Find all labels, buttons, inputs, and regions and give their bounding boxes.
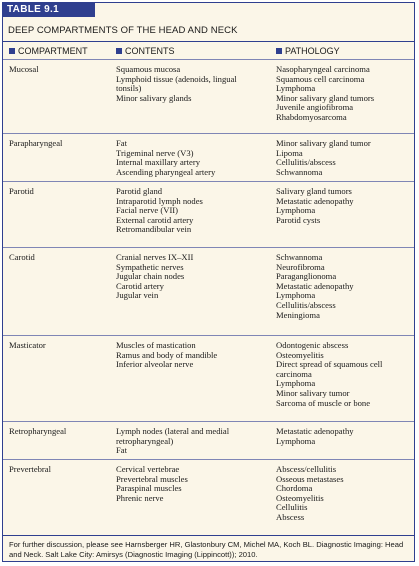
pathology-cell: Minor salivary gland tumor Lipoma Cellulitis/abscess Schwannoma [276,138,371,177]
contents-cell: Parotid gland Intraparotid lymph nodes Facial nerve (VII) External carotid artery Retromandibular vein [116,186,203,235]
compartment-cell: Masticator [9,340,46,350]
table-number-label: TABLE 9.1 [3,3,95,17]
footer-rule [3,535,414,536]
table-row [3,59,414,134]
compartment-cell: Parotid [9,186,34,196]
pathology-cell: Abscess/cellulitis Osseous metastases Chordoma Osteomyelitis Cellulitis Abscess [276,464,344,522]
column-header-compartment [9,46,88,56]
bullet-square-icon [116,48,122,54]
column-header-label: PATHOLOGY [285,46,340,56]
column-header-label: CONTENTS [125,46,175,56]
pathology-cell: Metastatic adenopathy Lymphoma [276,426,354,446]
pathology-cell: Salivary gland tumors Metastatic adenopathy Lymphoma Parotid cysts [276,186,354,225]
pathology-cell: Nasopharyngeal carcinoma Squamous cell carcinoma Lymphoma Minor salivary gland tumors Juvenile angiofibroma Rhabdomyosarcoma [276,64,375,122]
table-row [3,181,414,248]
table-row [3,335,414,422]
pathology-cell: Odontogenic abscess Osteomyelitis Direct spread of squamous cell carcinoma Lymphoma Minor salivary tumor Sarcoma of muscle or bone [276,340,383,408]
header-top-rule [3,41,414,42]
column-header-pathology [276,46,340,56]
contents-cell: Fat Trigeminal nerve (V3) Internal maxillary artery Ascending pharyngeal artery [116,138,216,177]
contents-cell: Squamous mucosa Lymphoid tissue (adenoids, lingual tonsils) Minor salivary glands [116,64,237,103]
table-footnote: For further discussion, please see Harnsberger HR, Glastonbury CM, Michel MA, Koch BL. Diagnostic Imaging: Head and Neck. Salt Lake City: Amirsys (Diagnostic Imaging (Lippincott)); 2010. [9,540,404,559]
table-row [3,421,414,460]
contents-cell: Lymph nodes (lateral and medial retropharyngeal) Fat [116,426,230,456]
pathology-cell: Schwannoma Neurofibroma Paraganglionoma Metastatic adenopathy Lymphoma Cellulitis/abscess Meningioma [276,252,354,320]
table-row [3,459,414,536]
compartment-cell: Prevertebral [9,464,51,474]
table-title: DEEP COMPARTMENTS OF THE HEAD AND NECK [8,25,238,36]
compartment-cell: Mucosal [9,64,39,74]
compartment-cell: Carotid [9,252,35,262]
table-frame [2,2,415,562]
compartment-cell: Retropharyngeal [9,426,67,436]
contents-cell: Cervical vertebrae Prevertebral muscles Paraspinal muscles Phrenic nerve [116,464,188,503]
contents-cell: Cranial nerves IX–XII Sympathetic nerves Jugular chain nodes Carotid artery Jugular vein [116,252,194,301]
compartment-cell: Parapharyngeal [9,138,63,148]
bullet-square-icon [276,48,282,54]
table-row [3,133,414,182]
contents-cell: Muscles of mastication Ramus and body of mandible Inferior alveolar nerve [116,340,218,370]
column-header-label: COMPARTMENT [18,46,88,56]
bullet-square-icon [9,48,15,54]
table-row [3,247,414,336]
column-header-contents [116,46,175,56]
